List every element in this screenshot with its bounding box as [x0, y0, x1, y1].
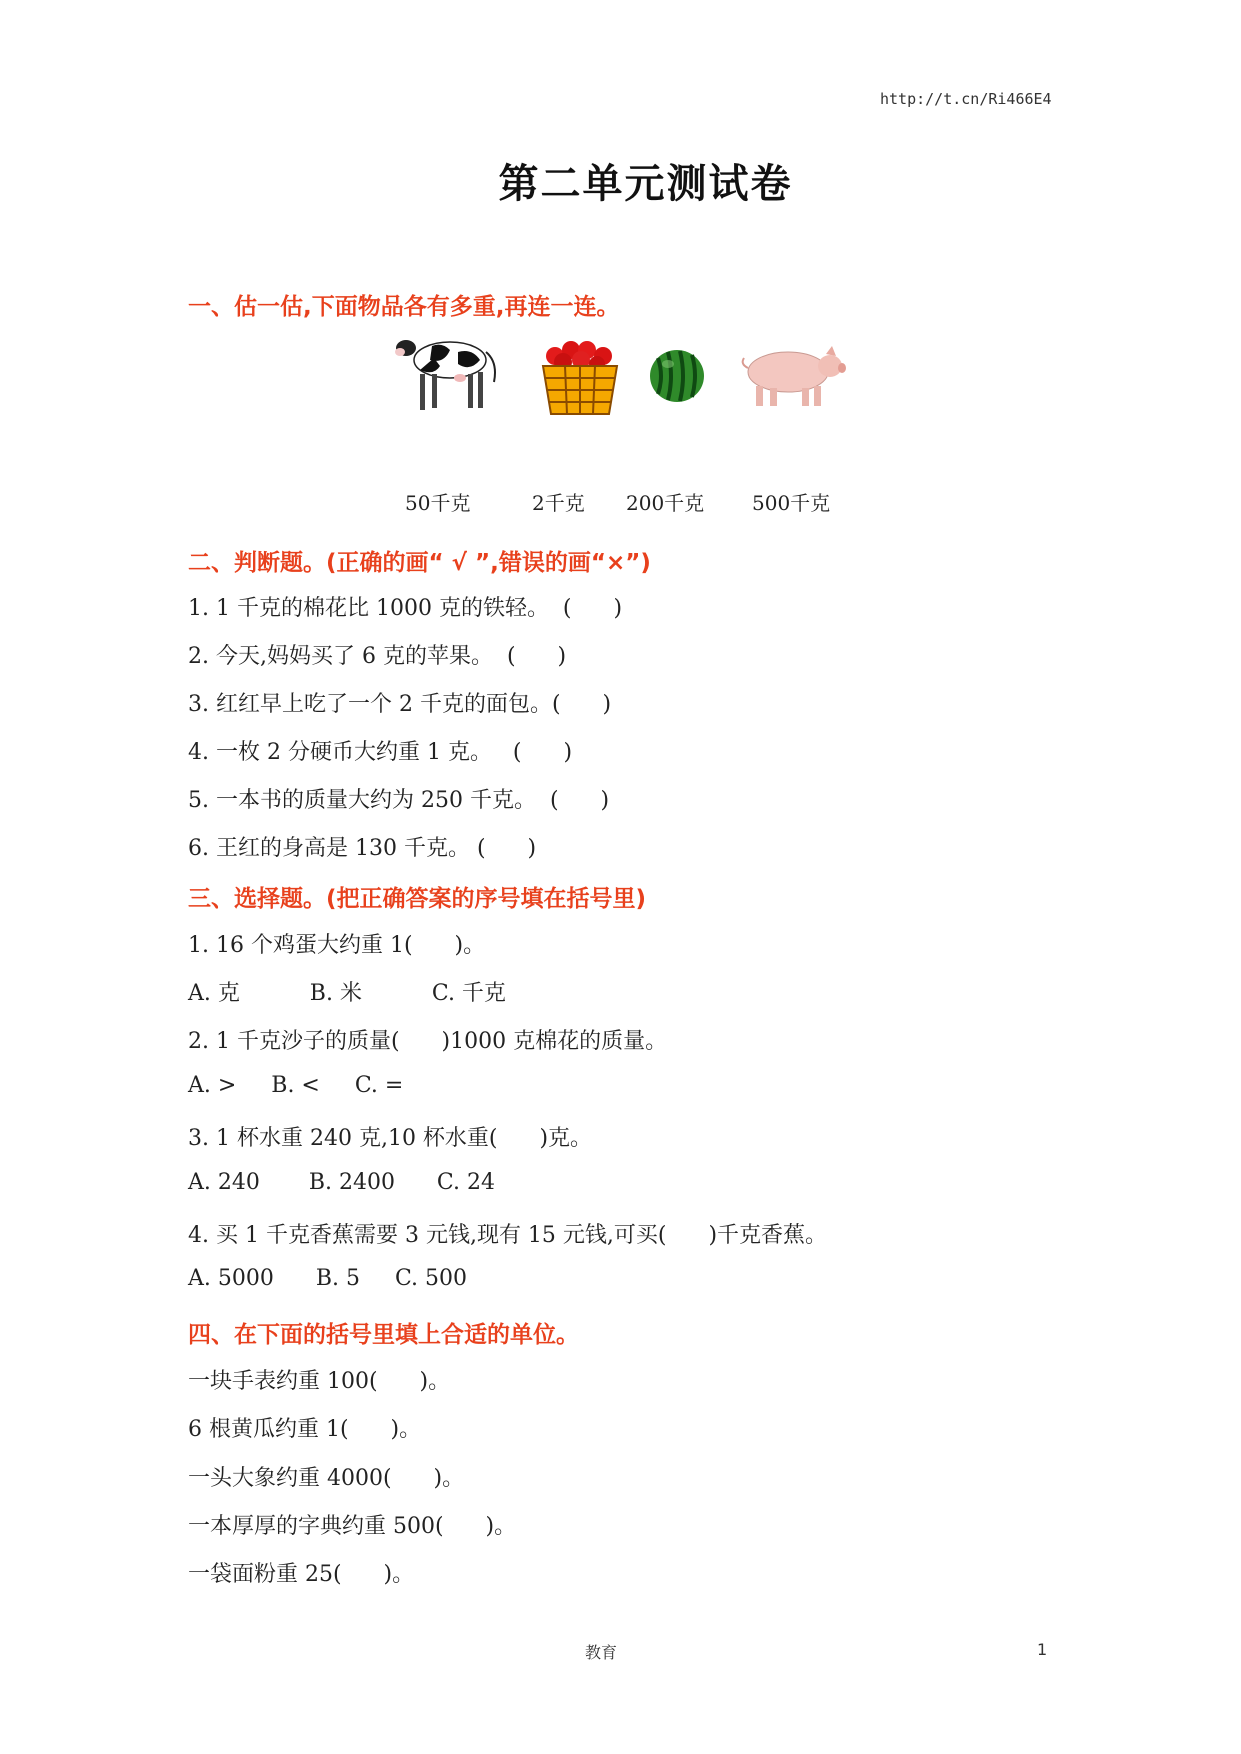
unit-item: 一块手表约重 100( )。	[188, 1369, 451, 1394]
unit-item: 6 根黄瓜约重 1( )。	[188, 1417, 422, 1442]
judgement-item: 3. 红红早上吃了一个 2 千克的面包。( )	[188, 692, 612, 717]
judgement-item: 2. 今天,妈妈买了 6 克的苹果。 ( )	[188, 644, 567, 669]
weight-option: 50千克	[405, 491, 471, 515]
header-url: http://t.cn/Ri466E4	[880, 90, 1052, 108]
choice-options: A. 5000 B. 5 C. 500	[188, 1266, 467, 1291]
unit-item: 一袋面粉重 25( )。	[188, 1562, 415, 1587]
section3-heading: 三、选择题。(把正确答案的序号填在括号里)	[188, 886, 647, 912]
page-title: 第二单元测试卷	[498, 161, 793, 207]
footer-label: 教育	[585, 1643, 618, 1662]
judgement-item: 5. 一本书的质量大约为 250 千克。 ( )	[188, 788, 610, 813]
cow-image	[392, 330, 514, 420]
judgement-item: 6. 王红的身高是 130 千克。 ( )	[188, 836, 537, 861]
choice-options: A. > B. < C. =	[188, 1073, 404, 1098]
choice-question: 1. 16 个鸡蛋大约重 1( )。	[188, 933, 486, 958]
choice-options: A. 克 B. 米 C. 千克	[188, 981, 506, 1006]
judgement-item: 4. 一枚 2 分硬币大约重 1 克。 ( )	[188, 740, 573, 765]
choice-question: 3. 1 杯水重 240 克,10 杯水重( )克。	[188, 1126, 593, 1151]
unit-item: 一头大象约重 4000( )。	[188, 1466, 465, 1491]
choice-question: 2. 1 千克沙子的质量( )1000 克棉花的质量。	[188, 1029, 668, 1054]
weight-option: 2千克	[532, 491, 585, 515]
section1-heading: 一、估一估,下面物品各有多重,再连一连。	[188, 294, 620, 320]
watermelon-image	[648, 348, 706, 404]
weight-option: 200千克	[626, 491, 705, 515]
section2-heading: 二、判断题。(正确的画“ √ ”,错误的画“×”)	[188, 550, 651, 576]
choice-question: 4. 买 1 千克香蕉需要 3 元钱,现有 15 元钱,可买( )千克香蕉。	[188, 1223, 828, 1248]
unit-item: 一本厚厚的字典约重 500( )。	[188, 1514, 517, 1539]
judgement-item: 1. 1 千克的棉花比 1000 克的铁轻。 ( )	[188, 596, 623, 621]
pig-image	[738, 340, 848, 412]
choice-options: A. 240 B. 2400 C. 24	[188, 1170, 495, 1195]
section4-heading: 四、在下面的括号里填上合适的单位。	[188, 1322, 579, 1348]
page-number: 1	[1037, 1640, 1048, 1659]
apple-basket-image	[535, 332, 625, 422]
weight-option: 500千克	[752, 491, 831, 515]
